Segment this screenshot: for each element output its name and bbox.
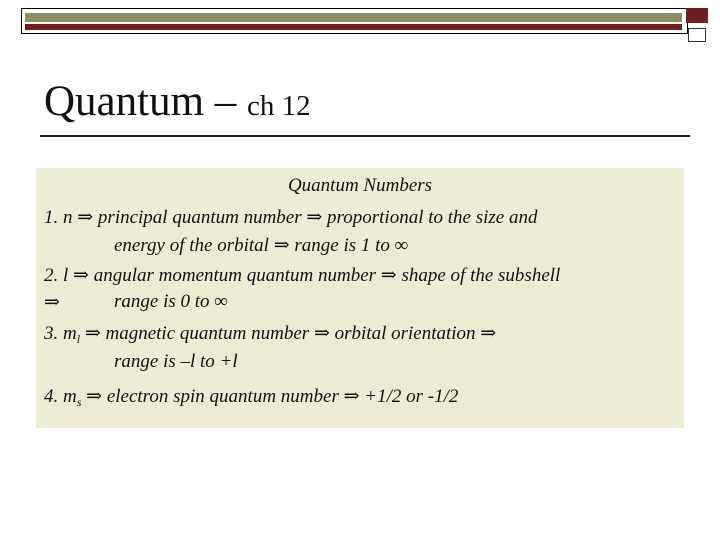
box-heading: Quantum Numbers	[287, 175, 433, 196]
title-main: Quantum –	[44, 78, 248, 125]
corner-red-square	[686, 8, 708, 23]
item-3-rest: ⇒ magnetic quantum number ⇒ orbital orientation ⇒	[80, 323, 497, 344]
item-3-m: 3. m	[44, 323, 77, 344]
item-2-line-2: range is 0 to ∞	[114, 291, 228, 312]
item-3-line-1	[44, 322, 496, 347]
top-red-band	[25, 24, 682, 30]
title-divider	[40, 135, 690, 137]
item-3-line-2: range is –l to +l	[114, 351, 238, 372]
corner-white-square	[688, 28, 706, 42]
item-4-line-1	[44, 385, 458, 410]
title-sub: ch 12	[247, 90, 311, 122]
item-1-line-1: 1. n ⇒ principal quantum number ⇒ proportional to the size and	[44, 207, 538, 228]
top-decor-frame	[21, 8, 688, 34]
item-4-rest: ⇒ electron spin quantum number ⇒ +1/2 or -1/2	[81, 386, 459, 407]
top-olive-band	[25, 13, 682, 22]
item-3-subscript: l	[76, 332, 81, 346]
slide-title	[44, 80, 311, 123]
quantum-numbers-box	[36, 168, 684, 428]
item-2-arrow: ⇒	[44, 292, 60, 313]
item-2-line-1: 2. l ⇒ angular momentum quantum number ⇒ shape of the subshell	[44, 265, 561, 286]
item-4-subscript: s	[76, 395, 82, 409]
item-1-line-2: energy of the orbital ⇒ range is 1 to ∞	[114, 235, 409, 256]
item-4-m: 4. m	[44, 386, 77, 407]
